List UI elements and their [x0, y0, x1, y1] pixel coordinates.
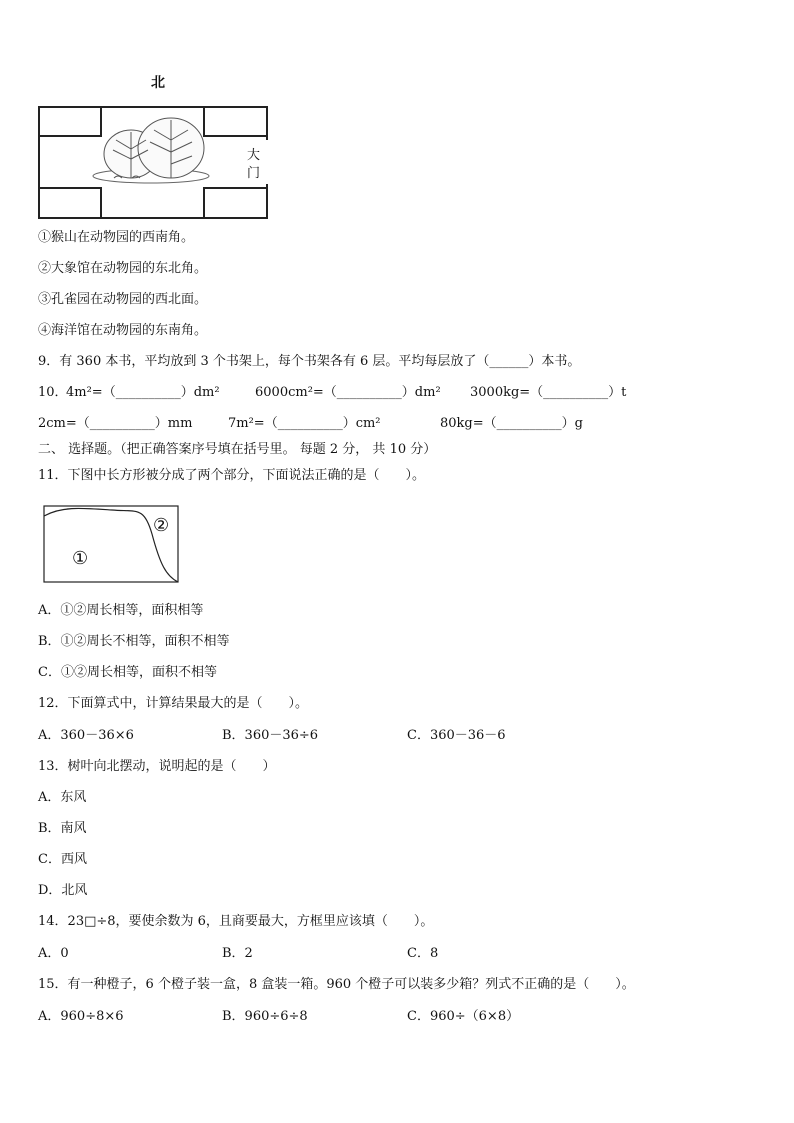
gate-label-2: 门: [247, 166, 261, 181]
corner-box-sw: [39, 188, 101, 218]
q15-option-c: C．960÷（6×8）: [407, 1009, 520, 1024]
north-label: 北: [151, 75, 165, 91]
part-2-label: ②: [153, 515, 170, 536]
q12-option-a: A．360－36×6: [38, 728, 134, 743]
q10-blank-3: 3000kg=（__________）t: [470, 385, 627, 400]
q15-option-a: A．960÷8×6: [38, 1009, 124, 1024]
q13-option-c: C．西风: [38, 852, 87, 867]
q10-blank-1: 4m²=（__________）dm²: [66, 385, 220, 400]
q14-option-a: A．0: [38, 946, 69, 961]
q11-option-b: B．①②周长不相等，面积不相等: [38, 634, 230, 649]
zoo-map-figure: [36, 104, 276, 222]
q11-option-c: C．①②周长相等，面积不相等: [38, 665, 217, 680]
statement-2: ②大象馆在动物园的东北角。: [38, 261, 208, 276]
corner-box-nw: [39, 107, 101, 136]
q10-blank-5: 7m²=（__________）cm²: [228, 416, 381, 431]
question-15-stem: 15．有一种橙子，6 个橙子装一盒，8 盒装一箱。960 个橙子可以装多少箱？列式不正确的是（ ）。: [38, 977, 635, 992]
q10-blank-2: 6000cm²=（__________）dm²: [255, 385, 441, 400]
statement-1: ①猴山在动物园的西南角。: [38, 230, 195, 245]
q13-option-d: D．北风: [38, 883, 88, 898]
q15-option-b: B．960÷6÷8: [222, 1009, 308, 1024]
q10-blank-6: 80kg=（__________）g: [440, 416, 583, 431]
q14-option-c: C．8: [407, 946, 439, 961]
statement-3: ③孔雀园在动物园的西北面。: [38, 292, 208, 307]
question-10-label: 10．: [38, 385, 68, 400]
part-1-label: ①: [72, 548, 89, 569]
q10-blank-4: 2cm=（__________）mm: [38, 416, 193, 431]
statement-4: ④海洋馆在动物园的东南角。: [38, 323, 208, 338]
q11-option-a: A．①②周长相等，面积相等: [38, 603, 204, 618]
question-13-stem: 13．树叶向北摆动，说明起的是（ ）: [38, 759, 276, 774]
corner-box-se: [204, 188, 267, 218]
tree-icon: [93, 118, 209, 183]
q13-option-b: B．南风: [38, 821, 87, 836]
q12-option-b: B．360－36÷6: [222, 728, 319, 743]
gate-label-1: 大: [247, 148, 261, 163]
question-11-stem: 11．下图中长方形被分成了两个部分，下面说法正确的是（ ）。: [38, 468, 426, 483]
question-12-stem: 12．下面算式中，计算结果最大的是（ ）。: [38, 696, 309, 711]
question-9: 9．有 360 本书，平均放到 3 个书架上，每个书架各有 6 层。平均每层放了（______）本书。: [38, 354, 581, 369]
section-2-heading: 二、 选择题。（把正确答案序号填在括号里。 每题 2 分， 共 10 分）: [38, 442, 437, 457]
q12-option-c: C．360－36－6: [407, 728, 506, 743]
corner-box-ne: [204, 107, 267, 136]
question-14-stem: 14．23□÷8，要使余数为 6，且商要最大，方框里应该填（ ）。: [38, 914, 434, 929]
q13-option-a: A．东风: [38, 790, 87, 805]
q14-option-b: B．2: [222, 946, 253, 961]
